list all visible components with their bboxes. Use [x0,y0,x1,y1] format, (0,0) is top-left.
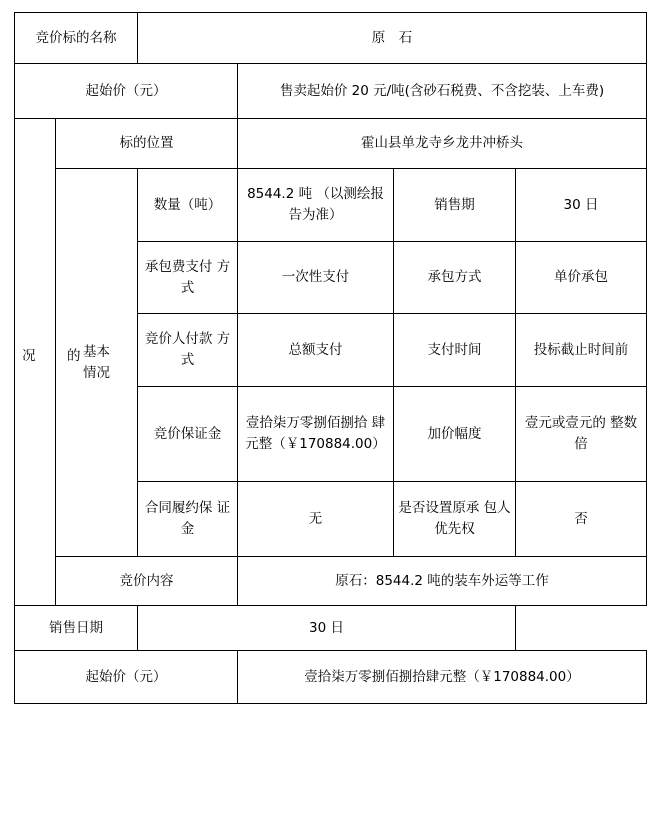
table-row-start-price [15,64,647,119]
table-row-footer-start-price [15,651,647,704]
quantity-value-line-2: （以测绘报告为准） [288,186,384,223]
table-row-location [15,119,647,169]
deposit-value-line-2: 肆元整（￥170884.00） [245,415,386,452]
cell-payment-time-label: 支付时间 [394,314,516,387]
deposit-value-line-1: 壹拾柒万零捌佰捌拾 [245,415,368,432]
cell-payment-time-value: 投标截止时间前 [516,314,647,387]
cell-quantity-value [238,169,394,242]
cell-footer-start-price-label: 起始价（元） [15,651,238,704]
cell-increment-value [516,387,647,482]
increment-value-line-1: 壹元或壹元的 [524,415,606,432]
cell-performance-bond-value: 无 [238,482,394,557]
cell-sale-period-label: 销售期 [394,169,516,242]
cell-contract-mode-label: 承包方式 [394,242,516,314]
cell-start-price-value: 售卖起始价 20 元/吨(含砂石税费、不含挖装、上车费) [238,64,647,119]
cell-content-label: 竞价内容 [56,557,238,606]
performance-bond-label-line-2: 证金 [180,500,231,537]
cell-quantity-label: 数量（吨） [138,169,238,242]
bidder-payment-label-line-2: 方式 [180,331,231,368]
auction-details-table [14,12,647,704]
cell-subject-name-value: 原 石 [138,13,647,64]
table-row-subject-name [15,13,647,64]
table-row-content [15,557,647,606]
cell-sale-period-value: 30 日 [516,169,647,242]
priority-label-line-2: 包人优先权 [434,500,511,537]
basic-info-head-line-2: 情况 [83,364,110,381]
cell-contract-fee-label [138,242,238,314]
cell-contract-fee-value: 一次性支付 [238,242,394,314]
cell-subject-name-label: 竞价标的名称 [15,13,138,64]
cell-bidder-payment-label [138,314,238,387]
auction-table-container [14,12,646,685]
cell-sale-date-value: 30 日 [138,606,516,651]
cell-footer-start-price-value: 壹拾柒万零捌佰捌拾肆元整（￥170884.00） [238,651,647,704]
contract-fee-label-line-2: 方式 [180,258,231,296]
vertical-head-char-1: 的 [63,348,80,376]
cell-performance-bond-label [138,482,238,557]
quantity-value-line-1: 8544.2 吨 [247,186,313,203]
cell-priority-value: 否 [516,482,647,557]
cell-increment-label: 加价幅度 [394,387,516,482]
cell-priority-label [394,482,516,557]
basic-info-head-line-1: 基本 [83,343,110,360]
cell-location-value: 霍山县单龙寺乡龙井冲桥头 [238,119,647,169]
priority-label-line-1: 是否设置原承 [398,500,480,517]
cell-bidder-payment-value: 总额支付 [238,314,394,387]
performance-bond-label-line-1: 合同履约保 [144,500,213,517]
cell-deposit-value [238,387,394,482]
contract-fee-label-line-1: 承包费支付 [144,258,213,275]
cell-start-price-label: 起始价（元） [15,64,238,119]
cell-deposit-label: 竞价保证金 [138,387,238,482]
vertical-head-char-2: 况 [18,348,35,376]
cell-vertical-section-head [15,119,80,606]
increment-value-line-2: 整数倍 [574,415,638,452]
cell-content-value: 原石：8544.2 吨的装车外运等工作 [238,557,647,606]
table-row-sale-date [15,606,647,651]
bidder-payment-label-line-1: 竞价人付款 [144,331,213,348]
table-row-quantity [15,169,647,242]
cell-sale-date-label: 销售日期 [15,606,138,651]
cell-location-label: 标的位置 [56,119,238,169]
cell-contract-mode-value: 单价承包 [516,242,647,314]
